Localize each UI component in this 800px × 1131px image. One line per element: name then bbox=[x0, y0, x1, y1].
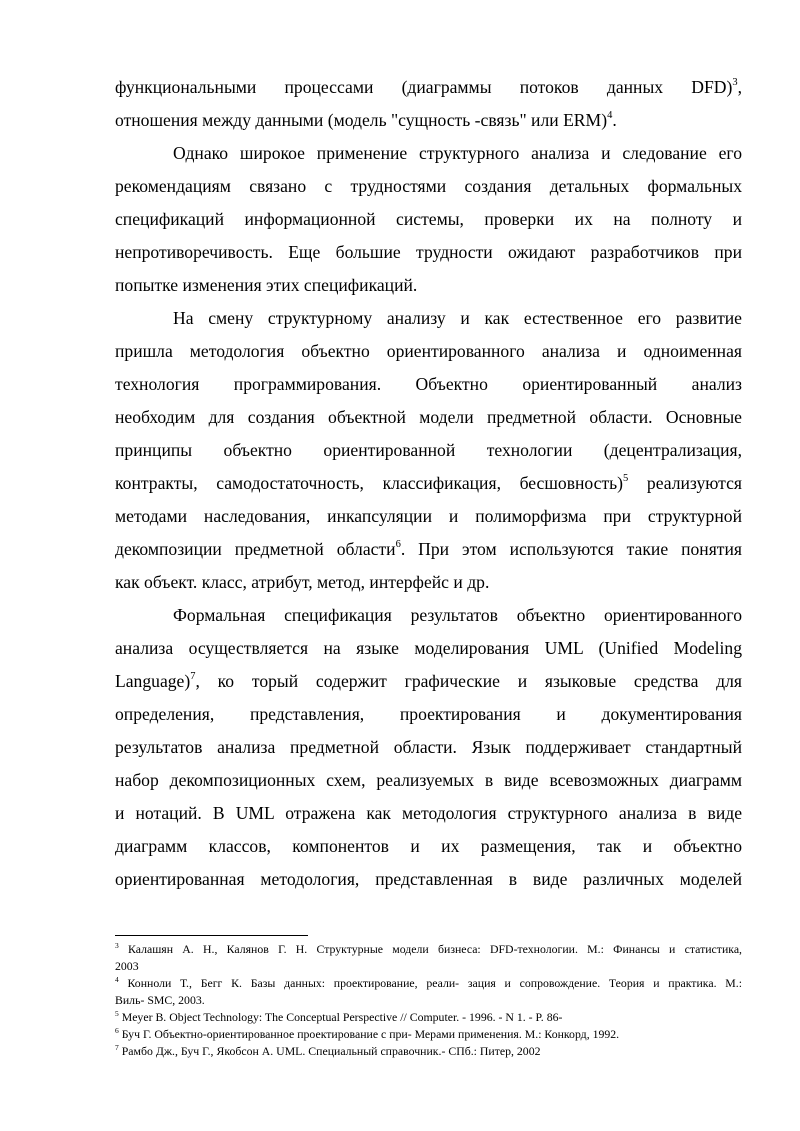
text-line: Language)$^7$, ко торый содержит графические и языковые средства для bbox=[115, 671, 742, 691]
footnote-3-cont: 2003 bbox=[115, 959, 139, 973]
footnote-5: $^5$ Meyer B. Object Technology: The Conceptual Perspective // Computer. - 1996. - N 1. - P. 86- bbox=[115, 1009, 563, 1024]
text-line: принципы объектно ориентированной технологии (децентрализация, bbox=[115, 440, 742, 460]
text-line: технология программирования. Объектно ориентированный анализ bbox=[115, 374, 742, 394]
footnote-6: $^6$ Буч Г. Объектно-ориентированное проектирование с при- Мерами применения. М.: Конкорд, 1992. bbox=[115, 1026, 620, 1041]
paragraph-start: На смену структурному анализу и как естественное его развитие bbox=[173, 308, 742, 328]
text-line: набор декомпозиционных схем, реализуемых в виде всевозможных диаграмм bbox=[115, 770, 742, 790]
text-line: контракты, самодостаточность, классификация, бесшовность)$^5$ реализуются bbox=[115, 473, 742, 493]
footnote-4-cont: Виль- SMC, 2003. bbox=[115, 993, 205, 1007]
text-line: диаграмм классов, компонентов и их размещения, так и объектно bbox=[115, 836, 742, 856]
footnote-ref[interactable]: 3 bbox=[732, 77, 738, 88]
footnote-ref[interactable]: 6 bbox=[395, 539, 401, 550]
footnote-ref[interactable]: 4 bbox=[607, 110, 613, 121]
text-line: результатов анализа предметной области. Язык поддерживает стандартный bbox=[115, 737, 742, 757]
text-line: декомпозиции предметной области$^6$. При этом используются такие понятия bbox=[115, 539, 742, 559]
footnote-7: $^7$ Рамбо Дж., Буч Г., Якобсон А. UML. Специальный справочник.- СПб.: Питер, 2002 bbox=[115, 1043, 541, 1058]
text-line: отношения между данными (модель "сущность -связь" или ERM)$^4$. bbox=[115, 110, 617, 130]
footnote-separator bbox=[115, 935, 308, 936]
text-line: непротиворечивость. Еще большие трудности ожидают разработчиков при bbox=[115, 242, 742, 262]
text-line: функциональными процессами (диаграммы потоков данных DFD)$^3$, bbox=[115, 77, 742, 97]
footnote-4: $^4$ Конноли Т., Бегг К. Базы данных: проектирование, реали- зация и сопровождение. Теория и практика. М.: bbox=[115, 975, 742, 990]
text-line: пришла методология объектно ориентированного анализа и одноименная bbox=[115, 341, 742, 361]
text-line: как объект. класс, атрибут, метод, интерфейс и др. bbox=[115, 572, 490, 592]
text-line: анализа осуществляется на языке моделирования UML (Unified Modeling bbox=[115, 638, 742, 658]
text-line: ориентированная методология, представленная в виде различных моделей bbox=[115, 869, 742, 889]
body-text bbox=[115, 71, 742, 896]
text-line: рекомендациям связано с трудностями создания детальных формальных bbox=[115, 176, 742, 196]
text-line: методами наследования, инкапсуляции и полиморфизма при структурной bbox=[115, 506, 742, 526]
text-line: определения, представления, проектирования и документирования bbox=[115, 704, 742, 724]
footnote-ref[interactable]: 5 bbox=[623, 473, 629, 484]
footnote-3: $^3$ Калашян А. Н., Калянов Г. Н. Структурные модели бизнеса: DFD-технологии. М.: Финансы и статистика, bbox=[115, 941, 742, 956]
paragraph-start: Формальная спецификация результатов объектно ориентированного bbox=[173, 605, 742, 625]
text-line: и нотаций. В UML отражена как методология структурного анализа в виде bbox=[115, 803, 742, 823]
text-line: спецификаций информационной системы, проверки их на полноту и bbox=[115, 209, 742, 229]
text-line: необходим для создания объектной модели предметной области. Основные bbox=[115, 407, 742, 427]
footnotes bbox=[115, 941, 742, 1060]
paragraph-start: Однако широкое применение структурного анализа и следование его bbox=[173, 143, 742, 163]
text-line: попытке изменения этих спецификаций. bbox=[115, 275, 418, 295]
footnote-ref[interactable]: 7 bbox=[190, 671, 196, 682]
